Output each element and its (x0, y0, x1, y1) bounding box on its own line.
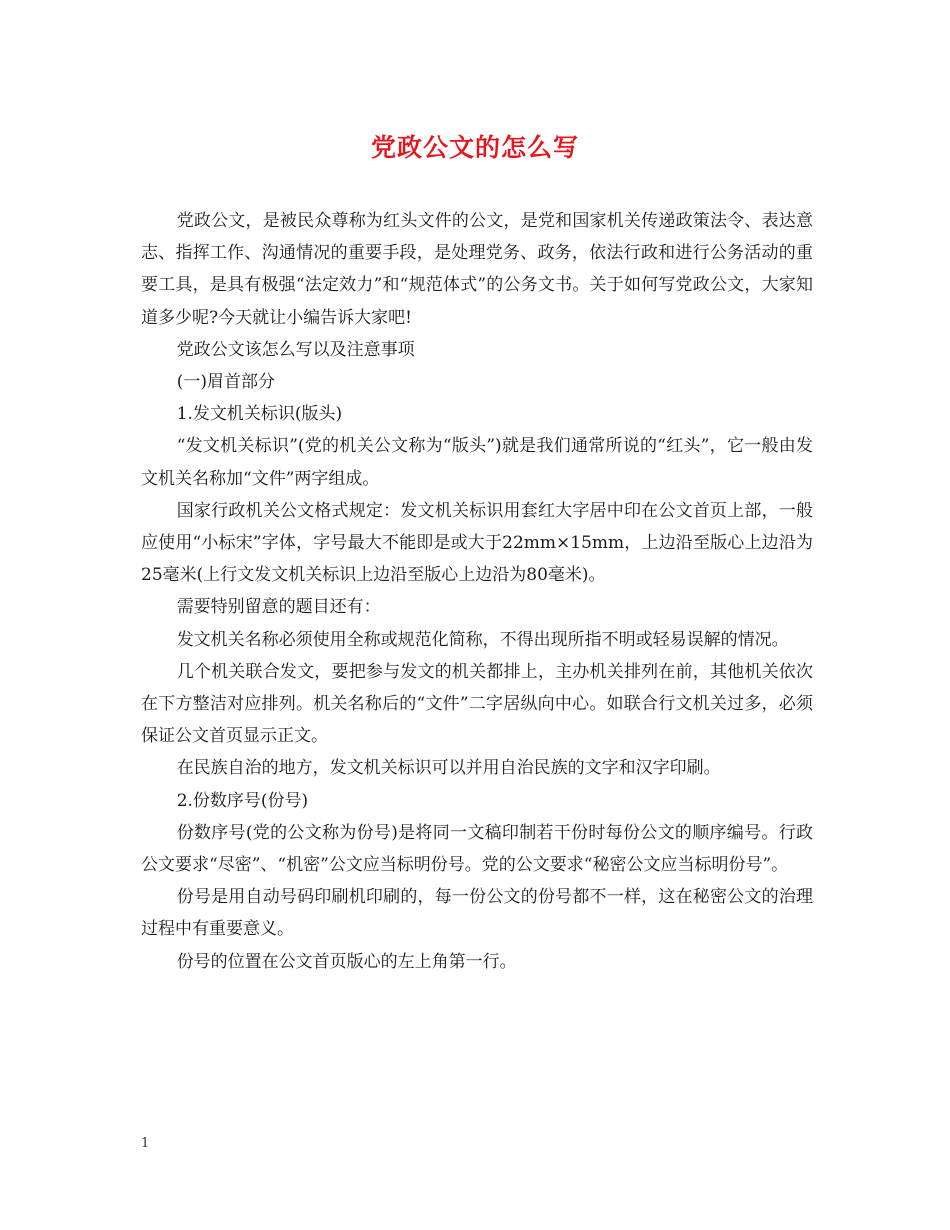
paragraph: 需要特别留意的题目还有： (176, 597, 381, 618)
paragraph: 份号的位置在公文首页版心的左上角第一行。 (176, 951, 517, 972)
paragraph: 在民族自治的地方，发文机关标识可以并用自治民族的文字和汉字印刷。 (176, 758, 721, 779)
paragraph: 几个机关联合发文，要把参与发文的机关都排上，主办机关排列在前，其他机关依次在下方整洁对应排列。机关名称后的“文件”二字居纵向中心。如联合行文机关过多，必须保证公文首页显示正文。 (141, 661, 813, 747)
paragraph: 发文机关名称必须使用全称或规范化简称，不得出现所指不明或轻易误解的情况。 (176, 629, 789, 650)
paragraph-intro: 党政公文，是被民众尊称为红头文件的公文，是党和国家机关传递政策法令、表达意志、指挥工作、沟通情况的重要手段，是处理党务、政务，依法行政和进行公务活动的重要工具，是具有极强“法定效力”和“规范体式”的公务文书。关于如何写党政公文，大家知道多少呢?今天就让小编告诉大家吧! (141, 211, 813, 328)
document-title: 党政公文的怎么写 (370, 133, 579, 162)
paragraph-item-1: 1.发文机关标识(版头) (176, 404, 343, 425)
paragraph-heading-howto: 党政公文该怎么写以及注意事项 (176, 339, 415, 360)
paragraph-section-header: (一)眉首部分 (176, 372, 275, 393)
paragraph: 份号是用自动号码印刷机印刷的，每一份公文的份号都不一样，这在秘密公文的治理过程中有重要意义。 (141, 887, 813, 940)
paragraph: 国家行政机关公文格式规定：发文机关标识用套红大字居中印在公文首页上部，一般应使用“小标宋”字体，字号最大不能即是或大于22mm×15mm，上边沿至版心上边沿为25毫米(上行文发文机关标识上边沿至版心上边沿为80毫米)。 (141, 500, 813, 586)
paragraph-item-2: 2.份数序号(份号) (176, 790, 309, 811)
page-number: 1 (141, 1136, 150, 1151)
paragraph: “发文机关标识”(党的机关公文称为“版头”)就是我们通常所说的“红头”，它一般由发文机关名称加“文件”两字组成。 (141, 436, 813, 489)
paragraph: 份数序号(党的公文称为份号)是将同一文稿印制若干份时每份公文的顺序编号。行政公文要求“尽密”、“机密”公文应当标明份号。党的公文要求“秘密公文应当标明份号”。 (141, 822, 813, 876)
document-body (141, 205, 813, 978)
